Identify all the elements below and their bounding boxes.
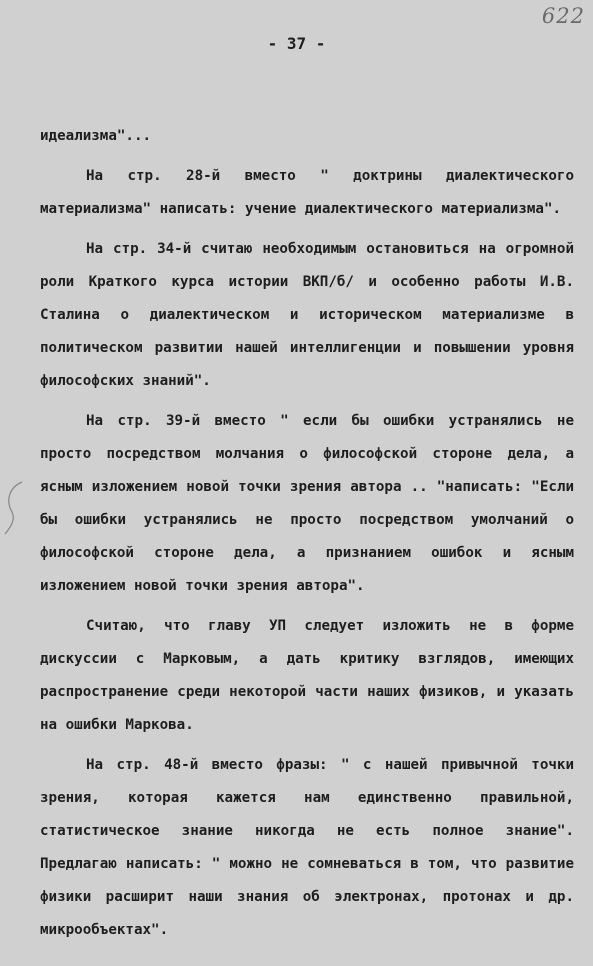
document-body	[40, 120, 574, 947]
page-number: - 37 -	[267, 34, 326, 53]
paragraph: На стр. 39-й вместо " если бы ошибки устранялись не просто посредством молчания о философской стороне дела, а ясным изложением новой точки зрения автора .. "написать: "Если бы ошибки устранялись не просто посредством умолчаний о философской стороне дела, а признанием ошибок и ясным изложением новой точки зрения автора".	[40, 413, 574, 594]
archive-folio-number: 622	[541, 4, 585, 28]
paragraph: На стр. 48-й вместо фразы: " с нашей привычной точки зрения, которая кажется нам единственно правильной, статистическое знание никогда не есть полное знание". Предлагаю написать: " можно не сомневаться в том, что развитие физики расширит наши знания об электронах, протонах и др. микрообъектах".	[40, 757, 574, 938]
paragraph-continuation: идеализма"...	[40, 128, 152, 144]
paragraph: На стр. 34-й считаю необходимым остановиться на огромной роли Краткого курса истории ВКП/б/ и особенно работы И.В. Сталина о диалектическом и историческом материализме в политическом развитии нашей интеллигенции и повышении уровня философских знаний".	[40, 241, 574, 389]
paragraph: Считаю, что главу УП следует изложить не в форме дискуссии с Марковым, а дать критику взглядов, имеющих распространение среди некоторой части наших физиков, и указать на ошибки Маркова.	[40, 618, 574, 733]
paragraph: На стр. 28-й вместо " доктрины диалектического материализма" написать: учение диалектического материализма".	[40, 168, 574, 217]
margin-pencil-mark	[2, 478, 32, 538]
